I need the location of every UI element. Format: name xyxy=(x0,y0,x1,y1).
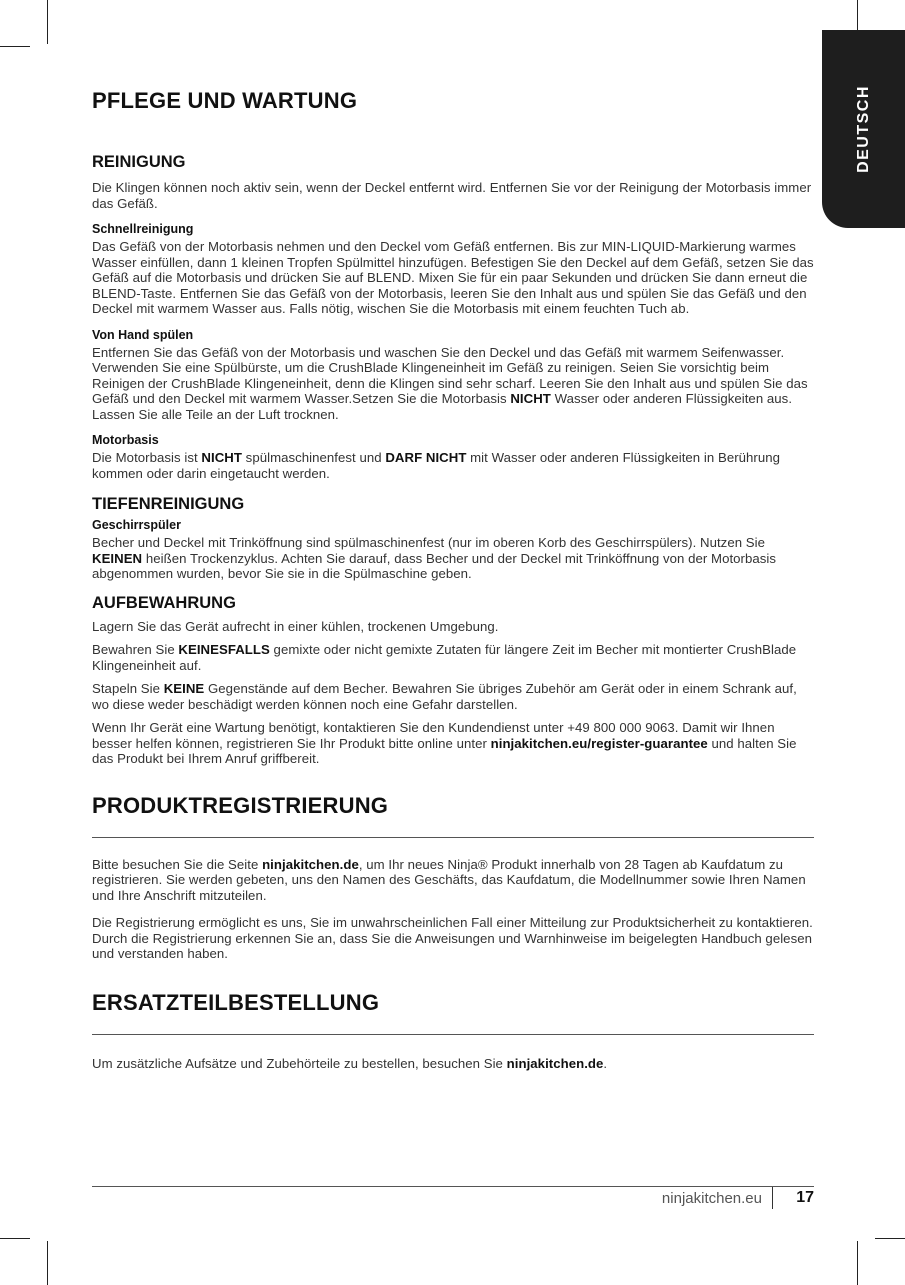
storage-p4-a: Wenn Ihr Gerät eine Wartung benötigt, kontaktieren Sie den Kundendienst unter +49 800 000 9063. Damit wir Ihnen besser helfen können, registrieren Sie Ihr Produkt bitte online unter xyxy=(92,720,775,751)
dishwasher-text-b: heißen Trockenzyklus. Achten Sie darauf, dass Becher und der Deckel mit Trinköffnung von der Motorbasis abgenommen wurden, bevor Sie sie in die Spülmaschine geben. xyxy=(92,550,777,581)
hand-wash-bold: NICHT xyxy=(510,391,551,406)
hand-wash-text-b: Wasser oder anderen Flüssigkeiten aus. Lassen Sie alle Teile an der Luft trocknen. xyxy=(92,391,793,422)
quick-clean-heading: Schnellreinigung xyxy=(92,222,194,236)
crop-mark xyxy=(857,1241,858,1285)
footer-separator xyxy=(772,1187,773,1209)
dishwasher-text-a: Becher und Deckel mit Trinköffnung sind spülmaschinenfest (nur im oberen Korb des Geschirrspülers). Nutzen Sie xyxy=(92,535,766,550)
section-divider xyxy=(92,837,814,838)
page-content xyxy=(92,88,814,1071)
hand-wash-text xyxy=(92,345,814,423)
registration-p2: Die Registrierung ermöglicht es uns, Sie im unwahrscheinlichen Fall einer Mitteilung zur Produktsicherheit zu kontaktieren. Durch die Registrierung erkennen Sie an, dass Sie die Anweisungen und Warnhinweise im beigelegten Handbuch gelesen und verstanden haben. xyxy=(92,915,813,961)
footer-url: ninjakitchen.eu xyxy=(661,1190,762,1207)
registration-p1-b: , um Ihr neues Ninja® Produkt innerhalb von 28 Tagen ab Kaufdatum zu registrieren. Sie werden gebeten, uns den Namen des Geschäfts, das Kaufdatum, die Modellnummer sowie Ihren Namen und Ihre Anschrift mitzuteilen. xyxy=(92,856,806,903)
storage-p1: Lagern Sie das Gerät aufrecht in einer kühlen, trockenen Umgebung. xyxy=(92,618,499,634)
parts-title: ERSATZTEILBESTELLUNG xyxy=(92,989,380,1015)
storage-p4 xyxy=(92,720,814,767)
storage-p3-bold: KEINE xyxy=(163,681,205,696)
parts-p1-b: . xyxy=(603,1055,608,1071)
quick-clean-text: Das Gefäß von der Motorbasis nehmen und den Deckel vom Gefäß entfernen. Bis zur MIN-LIQUID-Markierung warmes Wasser einfüllen, dann 1 kleinen Tropfen Spülmittel hinzufügen. Befestigen Sie den Deckel auf dem Gefäß, setzen Sie das Gefäß auf die Motorbasis und drücken Sie auf BLEND. Mixen Sie für ein paar Sekunden und drücken Sie dann erneut die BLEND-Taste. Entfernen Sie das Gefäß von der Motorbasis, leeren Sie den Inhalt aus und spülen Sie das Gefäß und den Deckel mit warmem Wasser aus. Falls nötig, wischen Sie die Motorbasis mit einem feuchten Tuch ab. xyxy=(92,239,814,316)
motor-base-heading: Motorbasis xyxy=(92,433,159,447)
crop-mark xyxy=(875,1238,905,1239)
language-tab xyxy=(822,30,905,228)
storage-p2-a: Bewahren Sie xyxy=(92,642,179,657)
motor-base-bold-b: DARF NICHT xyxy=(385,450,467,465)
motor-base-text-c: mit Wasser oder anderen Flüssigkeiten in Berührung kommen oder darin eingetaucht werden. xyxy=(92,450,781,481)
motor-base-bold-a: NICHT xyxy=(201,450,242,465)
storage-p4-b: und halten Sie das Produkt bei Ihrem Anruf griffbereit. xyxy=(92,735,797,766)
cleaning-intro: Die Klingen können noch aktiv sein, wenn der Deckel entfernt wird. Entfernen Sie vor der Reinigung der Motorbasis immer das Gefäß. xyxy=(92,180,812,211)
parts-p1 xyxy=(92,1056,814,1072)
register-guarantee-link[interactable]: ninjakitchen.eu/register-guarantee xyxy=(490,735,708,751)
dishwasher-bold: KEINEN xyxy=(92,550,143,566)
care-title: PFLEGE UND WARTUNG xyxy=(92,88,358,113)
motor-base-text-b: spülmaschinenfest und xyxy=(241,450,386,465)
crop-mark xyxy=(47,0,48,44)
registration-title: PRODUKTREGISTRIERUNG xyxy=(92,792,389,818)
footer-divider xyxy=(92,1186,814,1187)
deep-clean-heading: TIEFENREINIGUNG xyxy=(92,495,245,513)
dishwasher-heading: Geschirrspüler xyxy=(92,518,181,532)
section-divider xyxy=(92,1034,814,1035)
ninjakitchen-de-link[interactable]: ninjakitchen.de xyxy=(262,856,359,872)
crop-mark xyxy=(0,1238,30,1239)
parts-p1-a: Um zusätzliche Aufsätze und Zubehörteile zu bestellen, besuchen Sie xyxy=(92,1055,507,1071)
storage-p3 xyxy=(92,681,814,712)
language-tab-label: DEUTSCH xyxy=(854,85,872,173)
dishwasher-text xyxy=(92,535,814,582)
motor-base-text xyxy=(92,450,814,481)
storage-p2-b: gemixte oder nicht gemixte Zutaten für längere Zeit im Becher mit montierter CrushBlade Klingeneinheit auf. xyxy=(92,642,797,673)
storage-p2 xyxy=(92,642,814,673)
crop-mark xyxy=(47,1241,48,1285)
hand-wash-heading: Von Hand spülen xyxy=(92,327,194,342)
motor-base-text-a: Die Motorbasis ist xyxy=(92,450,202,465)
storage-p3-a: Stapeln Sie xyxy=(92,681,164,696)
storage-p2-bold: KEINESFALLS xyxy=(178,642,270,657)
registration-p1 xyxy=(92,857,814,904)
storage-p3-b: Gegenstände auf dem Becher. Bewahren Sie übriges Zubehör am Gerät oder in einem Schrank auf, wo diese weder beschädigt werden können noch eine Gefahr darstellen. xyxy=(92,681,797,712)
page-number: 17 xyxy=(796,1189,814,1206)
storage-heading: AUFBEWAHRUNG xyxy=(92,593,236,612)
ninjakitchen-de-parts-link[interactable]: ninjakitchen.de xyxy=(506,1055,604,1071)
registration-p1-a: Bitte besuchen Sie die Seite xyxy=(92,856,263,872)
cleaning-heading: REINIGUNG xyxy=(92,153,186,171)
hand-wash-text-a: Entfernen Sie das Gefäß von der Motorbasis und waschen Sie den Deckel und das Gefäß mit warmem Seifenwasser. Verwenden Sie eine Spülbürste, um die CrushBlade Klingeneinheit im Gefäß zu reinigen. Seien Sie vorsichtig beim Reinigen der CrushBlade Klingeneinheit, denn die Klingen sind sehr scharf. Leeren Sie den Inhalt aus und spülen Sie das Gefäß und den Deckel mit warmem Wasser.Setzen Sie die Motorbasis xyxy=(92,344,808,406)
crop-mark xyxy=(0,46,30,47)
